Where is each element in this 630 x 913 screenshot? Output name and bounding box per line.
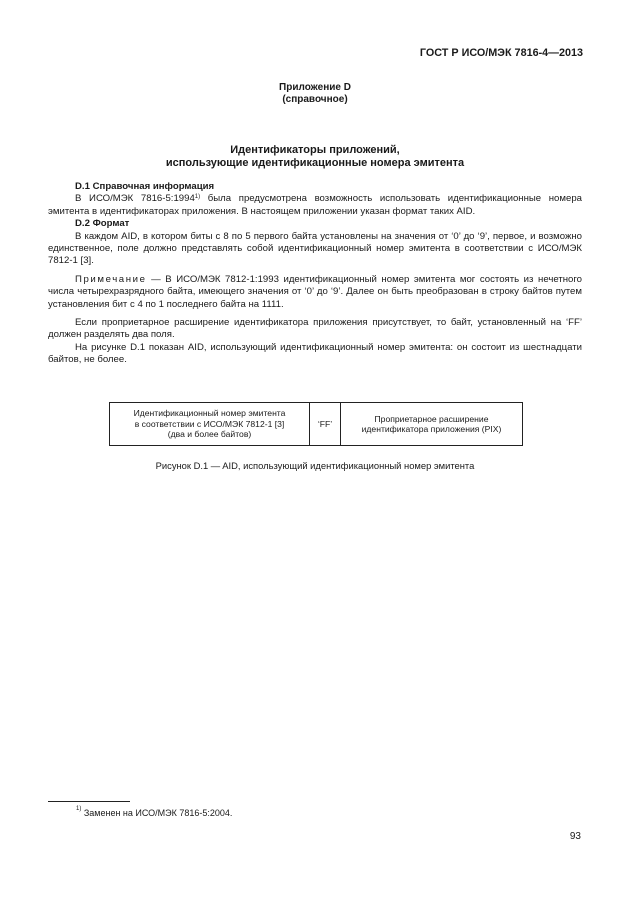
note-label: Примечание xyxy=(75,273,147,285)
footnote-ref: 1) xyxy=(194,194,201,201)
issuer-id-cell xyxy=(110,403,310,445)
separator-ff-label: ‘FF’ xyxy=(317,418,333,429)
note-paragraph xyxy=(48,274,582,311)
footnote xyxy=(76,808,232,818)
main-title-line-1: Идентификаторы приложений, xyxy=(230,144,400,156)
appendix-subtitle: (справочное) xyxy=(282,94,348,105)
footnote-text: Заменен на ИСО/МЭК 7816-5:2004. xyxy=(81,808,233,818)
footnote-divider xyxy=(48,801,130,802)
standard-designation: ГОСТ Р ИСО/МЭК 7816-4—2013 xyxy=(419,47,583,59)
section-d1-heading: D.1 Справочная информация xyxy=(75,181,215,192)
figure-caption: Рисунок D.1 — AID, использующий идентификационный номер эмитента xyxy=(155,460,475,471)
footnote-mark: 1) xyxy=(76,806,82,812)
section-d1-paragraph xyxy=(48,193,582,218)
page-number: 93 xyxy=(569,831,581,842)
pix-line-2: идентификатора приложения (PIX) xyxy=(361,424,502,434)
extension-paragraph: Если проприетарное расширение идентификатора приложения присутствует, то байт, установленный на ‘FF’ должен разделять два поля. xyxy=(48,317,582,341)
pix-line-1: Проприетарное расширение xyxy=(374,413,489,424)
section-d2-paragraph: В каждом AID, в котором биты с 8 по 5 первого байта установлены на значения от ‘0’ до ‘9’, первое, и возможно единственное, поле должно представлять собой идентификационный номер эмитента в соответствии с ИСО/МЭК 7812-1 [3]. xyxy=(48,230,582,267)
body-text xyxy=(48,181,582,367)
issuer-id-line-2: в соответствии с ИСО/МЭК 7812-1 [3] xyxy=(134,418,285,429)
aid-structure-figure xyxy=(109,402,523,446)
appendix-title: Приложение D xyxy=(279,82,351,93)
main-title-line-2: использующие идентификационные номера эмитента xyxy=(165,157,465,169)
separator-ff-cell xyxy=(310,403,341,445)
d1-text-b: была предусмотрена возможность использовать идентификационные номера эмитента в идентификаторах приложения. В настоящем приложении указан формат таких AID. xyxy=(48,193,582,217)
pix-cell xyxy=(341,403,522,445)
figure-reference-paragraph: На рисунке D.1 показан AID, использующий идентификационный номер эмитента: он состоит из шестнадцати байтов, не более. xyxy=(48,341,582,366)
d1-text-a: В ИСО/МЭК 7816-5:1994 xyxy=(75,193,195,205)
issuer-id-line-1: Идентификационный номер эмитента xyxy=(133,408,286,419)
note-text: — В ИСО/МЭК 7812-1:1993 идентификационный номер эмитента мог состоять из нечетного числа четырехразрядного байта, имеющего значения от ‘0’ до ‘9’. Далее он быть преобразован в строку байтов путем установления бит с 4 по 1 последнего байта на 1111. xyxy=(48,273,582,310)
issuer-id-line-3: (два и более байтов) xyxy=(167,429,252,440)
section-d2-heading: D.2 Формат xyxy=(75,218,130,230)
